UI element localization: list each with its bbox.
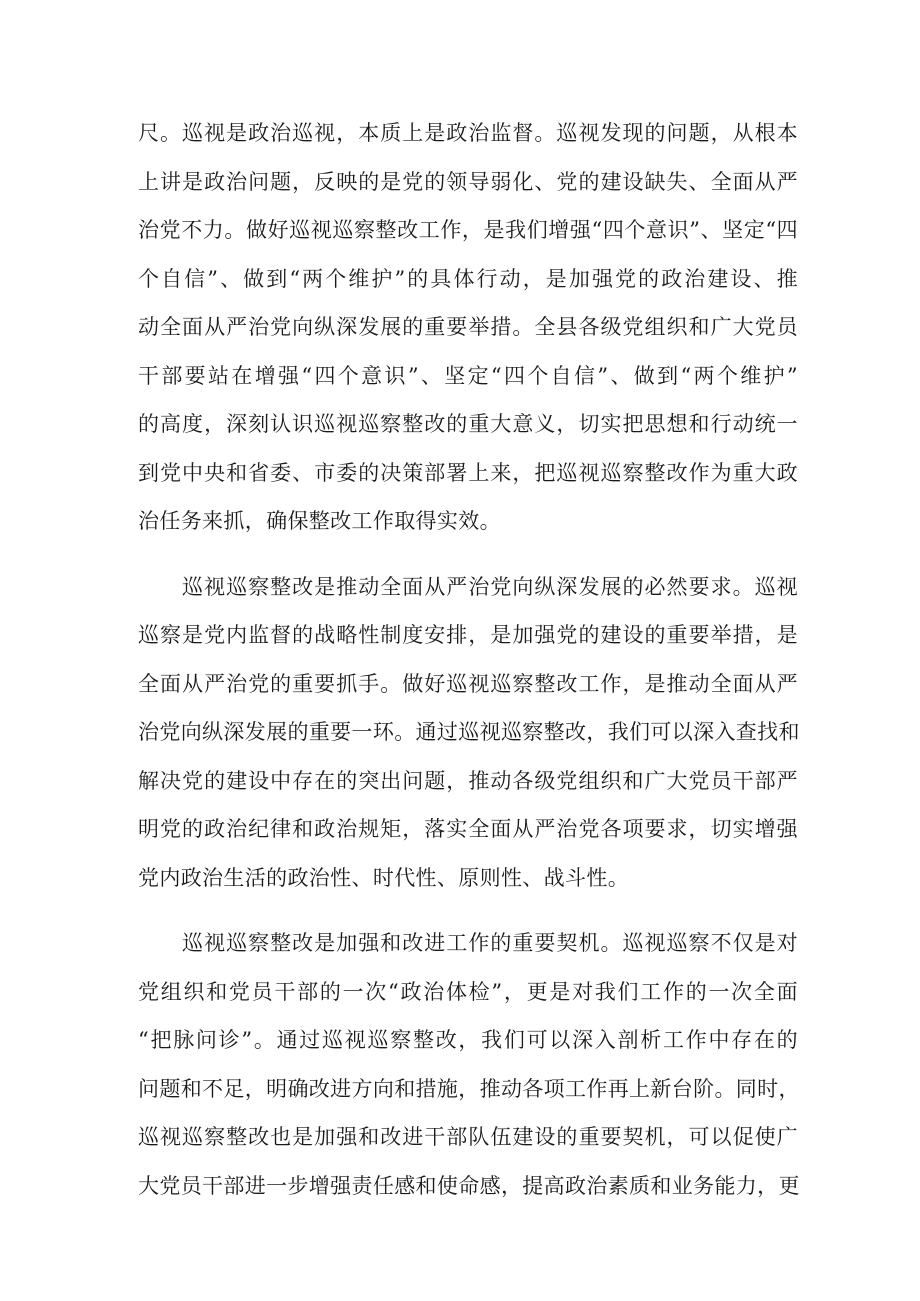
text-line: 到党中央和省委、市委的决策部署上来，把巡视巡察整改作为重大政 [138,460,798,485]
text-line: 问题和不足，明确改进方向和措施，推动各项工作再上新台阶。同时， [138,1076,800,1101]
paragraph-2 [138,563,798,903]
text-line: 治党不力。做好巡视巡察整改工作，是我们增强“四个意识”、坚定“四 [138,218,798,242]
document-body [138,109,798,1227]
text-line: 的高度，深刻认识巡视巡察整改的重大意义，切实把思想和行动统一 [138,412,798,436]
text-line: 干部要站在增强“四个意识”、坚定“四个自信”、做到“两个维护” [138,363,798,388]
text-line: 巡视巡察整改也是加强和改进干部队伍建设的重要契机，可以促使广 [138,1125,798,1149]
text-line: 党组织和党员干部的一次“政治体检”，更是对我们工作的一次全面 [138,979,798,1004]
text-line: 个自信”、做到“两个维护”的具体行动，是加强党的政治建设、推 [138,266,798,291]
text-line: 全面从严治党的重要抓手。做好巡视巡察整改工作，是推动全面从严 [138,671,798,696]
text-line: 治党向纵深发展的重要一环。通过巡视巡察整改，我们可以深入查找和 [138,720,800,744]
text-line: “把脉问诊”。通过巡视巡察整改，我们可以深入剖析工作中存在的 [138,1028,798,1052]
text-line: 大党员干部进一步增强责任感和使命感，提高政治素质和业务能力，更 [138,1173,800,1198]
text-line: 动全面从严治党向纵深发展的重要举措。全县各级党组织和广大党员 [138,315,798,339]
text-line: 巡察是党内监督的战略性制度安排，是加强党的建设的重要举措，是 [138,623,798,647]
text-line: 解决党的建设中存在的突出问题，推动各级党组织和广大党员干部严 [138,768,798,793]
text-line: 党内政治生活的政治性、时代性、原则性、战斗性。 [138,865,630,890]
paragraph-3 [138,919,798,1210]
text-line: 巡视巡察整改是推动全面从严治党向纵深发展的必然要求。巡视 [138,574,798,599]
text-line: 尺。巡视是政治巡视，本质上是政治监督。巡视发现的问题，从根本 [138,121,798,145]
paragraph-1 [138,109,798,546]
text-line: 明党的政治纪律和政治规矩，落实全面从严治党各项要求，切实增强 [138,817,798,841]
text-line: 治任务来抓，确保整改工作取得实效。 [138,509,501,533]
text-line: 上讲是政治问题，反映的是党的领导弱化、党的建设缺失、全面从严 [138,169,798,194]
text-line: 巡视巡察整改是加强和改进工作的重要契机。巡视巡察不仅是对 [138,931,798,955]
